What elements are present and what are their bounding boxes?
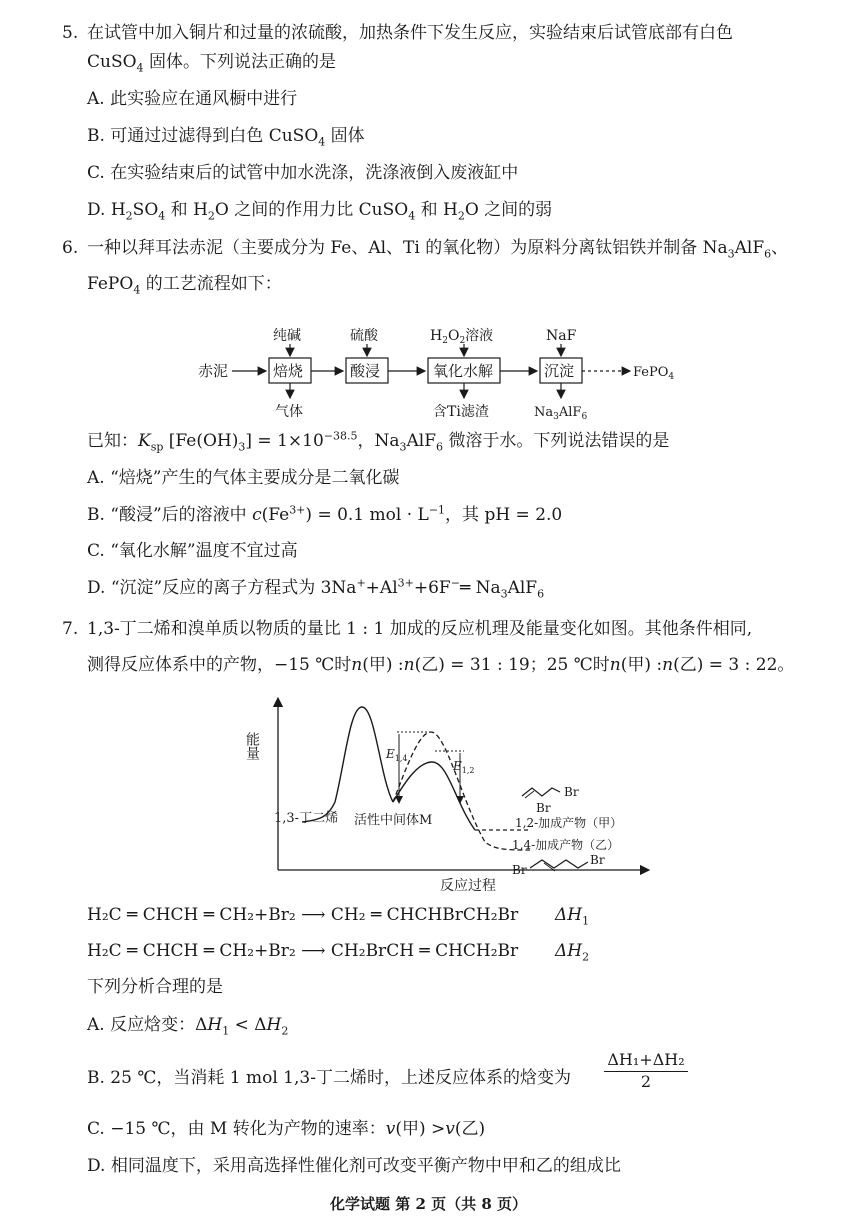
q7-ratio2b: (乙) = 3 : 22。 — [673, 655, 795, 675]
q5-option-b-tail: 固体 — [330, 126, 365, 146]
flow-input-naf: NaF — [546, 328, 577, 344]
fraction-denominator: 2 — [640, 1072, 652, 1091]
structure-1-2-br-b: Br — [536, 801, 551, 815]
fraction-numerator: ΔH₁+ΔH₂ — [604, 1050, 688, 1072]
structure-1-4-br-a: Br — [512, 863, 527, 877]
q6-b-ph: ，其 pH = 2.0 — [445, 505, 563, 525]
energy-product-1-2-label: 1,2-加成产物（甲） — [515, 816, 623, 830]
energy-curve-1-4-path — [393, 732, 530, 850]
energy-profile-diagram — [244, 692, 650, 897]
q5-d-text: 之间的作用力比 — [234, 200, 354, 220]
structure-1-2-br-a: Br — [564, 785, 579, 799]
energy-e14-label: $E_{1,4}$ — [386, 747, 408, 763]
q6-ksp-value: ] = 1×10 — [245, 431, 324, 451]
q7-option-d: D. 相同温度下，采用高选择性催化剂可改变平衡产物中甲和乙的组成比 — [87, 1156, 621, 1176]
eq2-product: CH₂BrCH ═ CHCH₂Br — [330, 941, 519, 961]
q7-option-b: B. 25 ℃，当消耗 1 mol 1,3-丁二烯时，上述反应体系的焓变为 — [87, 1068, 571, 1088]
eq1-reactants: H₂C ═ CHCH ═ CH₂+Br₂ — [87, 905, 296, 925]
process-flow-diagram — [190, 320, 690, 425]
structure-1-4-br-b: Br — [590, 853, 605, 867]
flow-output-na3alf6: $Na_3AlF_6$ — [534, 405, 588, 422]
flow-input-sulfuric-acid: 硫酸 — [350, 328, 378, 344]
energy-start-label: 1,3-丁二烯 — [274, 811, 339, 826]
q6-option-d-text: D. “沉淀”反应的离子方程式为 3Na — [87, 578, 357, 598]
q6-option-d: D. “沉淀”反应的离子方程式为 $3Na^++Al^{3+}+6F^-═$ $Na_3AlF_6$ — [87, 576, 545, 601]
flow-step-acid-leach: 酸浸 — [350, 362, 381, 380]
energy-product-1-4-label: 1,4-加成产物（乙） — [512, 838, 620, 852]
q7-option-a: A. 反应焓变：$\Delta H_1 < \Delta H_2$ — [87, 1015, 289, 1038]
q6-known-tail: 微溶于水。下列说法错误的是 — [448, 431, 670, 451]
q6-known-label: 已知： — [87, 431, 138, 451]
q6-stem-line2: FePO$_4$ 的工艺流程如下： — [87, 274, 282, 297]
flow-step-oxidative-hydrolysis: 氧化水解 — [433, 362, 494, 380]
q6-ksp-exponent: −38.5 — [323, 429, 358, 443]
eq2-reactants: H₂C ═ CHCH ═ CH₂+Br₂ — [87, 941, 296, 961]
q7-option-a-text: A. 反应焓变： — [87, 1015, 196, 1035]
energy-e12-label: $E_{1,2}$ — [453, 759, 475, 775]
q6-option-a: A. “焙烧”产生的气体主要成分是二氧化碳 — [87, 468, 400, 488]
flow-step-precipitation: 沉淀 — [544, 362, 575, 380]
q6-stem-text: 一种以拜耳法赤泥（主要成分为 Fe、Al、Ti 的氧化物）为原料分离钛铝铁并制备 — [87, 238, 698, 258]
structure-1-4-product — [530, 860, 588, 868]
question-number-7: 7. — [62, 619, 79, 639]
q6-option-c: C. “氧化水解”温度不宜过高 — [87, 541, 298, 561]
q6-option-b-text: B. “酸浸”后的溶液中 — [87, 505, 247, 525]
flow-step-roast: 焙烧 — [273, 362, 304, 380]
q6-d-f: +6F — [413, 578, 451, 598]
energy-curve-first-step — [302, 707, 393, 822]
q7-ratio2a: (甲) : — [620, 655, 663, 675]
q6-d-product: ═ Na — [459, 578, 501, 598]
q6-d-al: +Al — [365, 578, 398, 598]
q6-known: 已知：$K_{sp}$ $[Fe(OH)_3] = 1\times 10^{-38.5}$，$Na_3AlF_6$ 微溶于水。下列说法错误的是 — [87, 429, 670, 454]
q7-ask: 下列分析合理的是 — [87, 977, 223, 997]
q5-d-and1: 和 — [170, 200, 188, 220]
q7-ratio1a: (甲) : — [362, 655, 404, 675]
q7-option-c-text: C. −15 ℃，由 M 转化为产物的速率： — [87, 1119, 386, 1139]
q7-b-fraction — [604, 1050, 688, 1091]
q7-stem-line2: 测得反应体系中的产物，−15 ℃时n(甲) :n(乙) = 31 : 19；25 ℃时n(甲) :n(乙) = 3 : 22。 — [87, 655, 795, 675]
q5-option-b-text: B. 可通过过滤得到白色 — [87, 126, 264, 146]
equation-2: H₂C ═ CHCH ═ CH₂+Br₂ ⟶ CH₂BrCH ═ CHCH₂Br — [87, 941, 519, 961]
flow-input-soda: 纯碱 — [273, 328, 301, 344]
q5-option-a: A. 此实验应在通风橱中进行 — [87, 89, 298, 109]
q7-option-c: C. −15 ℃，由 M 转化为产物的速率：v(甲) >v(乙) — [87, 1119, 486, 1139]
equation-1: H₂C ═ CHCH ═ CH₂+Br₂ ⟶ CH₂ ═ CHCHBrCH₂Br — [87, 905, 519, 925]
q5-d-and2: 和 — [420, 200, 438, 220]
q7-c-rate2: (乙) — [454, 1119, 486, 1139]
q6-ksp-expr: [Fe(OH) — [168, 431, 239, 451]
equation-1-enthalpy: $\Delta H_1$ — [555, 905, 590, 928]
q6-b-fe: (Fe — [261, 505, 290, 525]
energy-intermediate-label: 活性中间体M — [354, 813, 433, 828]
q6-stem-line1: 一种以拜耳法赤泥（主要成分为 Fe、Al、Ti 的氧化物）为原料分离钛铝铁并制备 $Na_3AlF_6$、 — [87, 238, 789, 261]
q5-option-d: D. $H_2SO_4$ 和 $H_2O$ 之间的作用力比 CuSO$_4$ 和 $H_2O$ 之间的弱 — [87, 200, 553, 223]
question-number-6: 6. — [62, 238, 79, 258]
q6-stem-line2-text: 的工艺流程如下： — [145, 274, 282, 294]
q5-d-tail: 之间的弱 — [484, 200, 553, 220]
q6-b-conc: ) = 0.1 mol · L — [305, 505, 429, 525]
q5-stem-line2-text: 固体。下列说法正确的是 — [148, 52, 336, 72]
energy-x-label: 反应过程 — [440, 878, 496, 894]
page-footer: 化学试题 第 2 页（共 8 页） — [330, 1195, 527, 1213]
q5-stem-line2: CuSO$_4$ 固体。下列说法正确的是 — [87, 52, 336, 75]
q6-option-b: B. “酸浸”后的溶液中 $c(Fe^{3+}) = 0.1$ mol · $L^{-1}$，其 pH = 2.0 — [87, 503, 563, 525]
equation-2-enthalpy: $\Delta H_2$ — [555, 941, 590, 964]
q5-option-c: C. 在实验结束后的试管中加水洗涤，洗涤液倒入废液缸中 — [87, 163, 519, 183]
q5-option-b: B. 可通过过滤得到白色 CuSO$_4$ 固体 — [87, 126, 365, 149]
structure-1-2-product — [522, 788, 560, 796]
q7-stem-condition1: 测得反应体系中的产物，−15 ℃时 — [87, 655, 352, 675]
q5-option-d-label: D. — [87, 200, 106, 220]
question-number-5: 5. — [62, 23, 79, 43]
flow-output-ti-residue: 含Ti滤渣 — [433, 404, 489, 420]
flow-input-h2o2: $H_2O_2$溶液 — [430, 328, 494, 346]
q7-ratio1b: (乙) = 31 : 19；25 ℃时 — [414, 655, 610, 675]
energy-y-label: 能量 — [244, 732, 260, 760]
q7-stem-line1: 1,3-丁二烯和溴单质以物质的量比 1 : 1 加成的反应机理及能量变化如图。其他条件相同, — [87, 619, 753, 639]
eq1-product: CH₂ ═ CHCHBrCH₂Br — [330, 905, 519, 925]
flow-product: FePO$_4$ — [633, 365, 675, 382]
flow-raw-material: 赤泥 — [198, 362, 229, 380]
flow-output-gas: 气体 — [275, 404, 303, 420]
q5-stem-line1: 在试管中加入铜片和过量的浓硫酸，加热条件下发生反应，实验结束后试管底部有白色 — [87, 23, 733, 43]
q7-c-rate1: (甲) > — [395, 1119, 446, 1139]
